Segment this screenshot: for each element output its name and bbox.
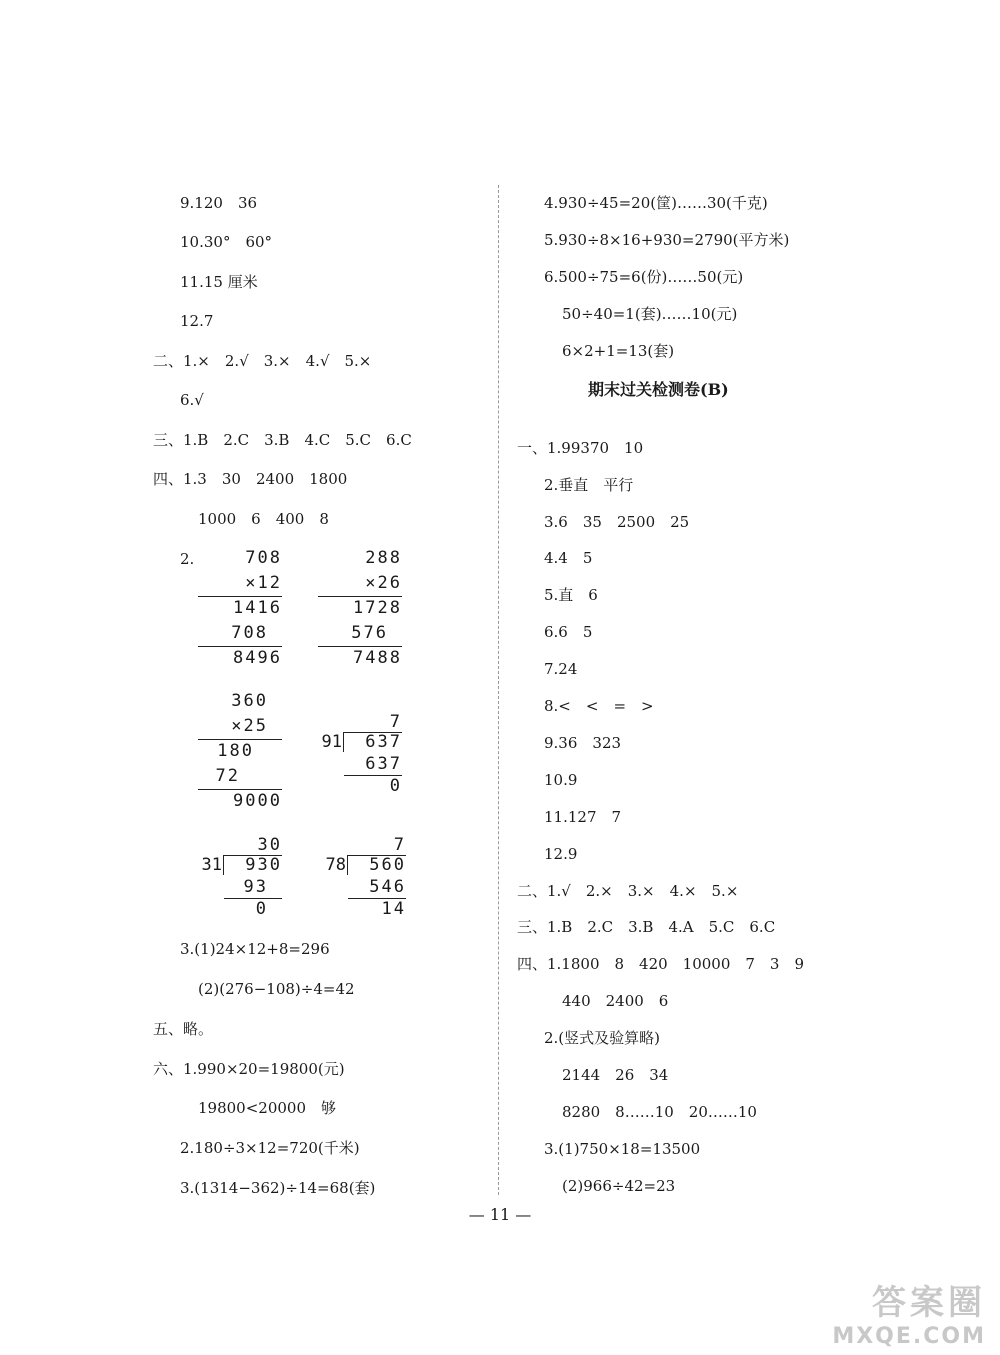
answer-line: 2.(竖式及验算略): [544, 1029, 661, 1047]
division-subtract: 546: [369, 877, 406, 897]
watermark-text: 答案圈: [872, 1283, 986, 1323]
watermark-logo: [832, 1275, 986, 1349]
calc-row: ×25: [231, 716, 268, 736]
section-title: 期末过关检测卷(B): [588, 380, 729, 399]
calc-row: 576: [351, 623, 388, 643]
answer-line: 4.4 5: [544, 549, 593, 567]
division-quotient: 7: [393, 835, 406, 855]
calc-row: 180: [217, 741, 254, 761]
answer-line: 12.7: [180, 312, 214, 330]
answer-line: 8.< < = >: [544, 697, 654, 715]
division-quotient: 7: [389, 712, 402, 732]
division-bracket-side: [347, 855, 348, 875]
division-divisor: 91: [321, 732, 342, 752]
answer-line: 10.30° 60°: [180, 233, 273, 251]
calc-row: ×12: [245, 573, 282, 593]
calc-line: [198, 596, 282, 597]
answer-line: (2)(276−108)÷4=42: [198, 980, 355, 998]
answer-line: 3.(1)24×12+8=296: [180, 940, 330, 958]
answer-line: 2.180÷3×12=720(千米): [180, 1139, 360, 1157]
page-number: — 11 —: [468, 1205, 532, 1224]
answer-line: 12.9: [544, 845, 578, 863]
calc-line: [318, 596, 402, 597]
calc-row: 708: [231, 623, 268, 643]
calc-row: 1728: [353, 598, 402, 618]
answer-line: 6.√: [180, 391, 204, 409]
answer-line: 9.36 323: [544, 734, 622, 752]
answer-line: 一、1.99370 10: [517, 439, 644, 457]
long-division-637: [318, 712, 402, 796]
answer-line: 4.930÷45=20(筐)……30(千克): [544, 194, 768, 212]
long-division-930: [198, 835, 282, 919]
calc-row: 708: [245, 548, 282, 568]
answer-line: 5.930÷8×16+930=2790(平方米): [544, 231, 790, 249]
calc-row: ×26: [365, 573, 402, 593]
answer-line: 三、1.B 2.C 3.B 4.C 5.C 6.C: [153, 431, 412, 449]
answer-line: 2144 26 34: [562, 1066, 669, 1084]
answer-line: (2)966÷42=23: [562, 1177, 676, 1195]
answer-line: 6×2+1=13(套): [562, 342, 675, 360]
answer-line: 二、1.√ 2.× 3.× 4.× 5.×: [517, 882, 739, 900]
answer-line: 四、1.3 30 2400 1800: [153, 470, 348, 488]
answer-line: 六、1.990×20=19800(元): [153, 1060, 345, 1078]
column-divider: [498, 185, 499, 1195]
calc-row: 1416: [233, 598, 282, 618]
division-remainder: 14: [381, 899, 406, 919]
answer-line: 440 2400 6: [562, 992, 669, 1010]
division-remainder: 0: [389, 776, 402, 796]
vertical-multiplication-360: [198, 691, 282, 816]
division-dividend: 930: [245, 855, 282, 875]
answer-line: 3.(1)750×18=13500: [544, 1140, 701, 1158]
calc-line: [318, 646, 402, 647]
division-bracket-side: [343, 732, 344, 752]
calc-row: 72: [215, 766, 240, 786]
watermark-url: MXQE.COM: [832, 1324, 986, 1349]
division-subtract: 93: [243, 877, 268, 897]
calc-row: 288: [365, 548, 402, 568]
calc-line: [198, 739, 282, 740]
calc-line: [198, 646, 282, 647]
division-divisor: 31: [201, 855, 222, 875]
calc-row: 9000: [233, 791, 282, 811]
division-divisor: 78: [325, 855, 346, 875]
answer-line: 5.直 6: [544, 586, 598, 604]
answer-line: 8280 8……10 20……10: [562, 1103, 757, 1121]
answer-line: 3.(1314−362)÷14=68(套): [180, 1179, 376, 1197]
answer-line: 10.9: [544, 771, 578, 789]
answer-line: 2.垂直 平行: [544, 476, 634, 494]
calc-line: [224, 898, 282, 899]
answer-line: 50÷40=1(套)……10(元): [562, 305, 738, 323]
division-subtract: 637: [365, 754, 402, 774]
vertical-multiplication-288: [318, 548, 402, 673]
question-label: 2.: [180, 550, 195, 568]
vertical-multiplication-708: [198, 548, 282, 673]
answer-line: 11.15 厘米: [180, 273, 258, 291]
calc-row: 7488: [353, 648, 402, 668]
answer-line: 三、1.B 2.C 3.B 4.A 5.C 6.C: [517, 918, 776, 936]
answer-line: 四、1.1800 8 420 10000 7 3 9: [517, 955, 805, 973]
calc-row: 360: [231, 691, 268, 711]
calc-row: 8496: [233, 648, 282, 668]
answer-line: 11.127 7: [544, 808, 622, 826]
division-remainder: 0: [255, 899, 268, 919]
answer-line: 1000 6 400 8: [198, 510, 329, 528]
division-dividend: 560: [369, 855, 406, 875]
division-bracket-side: [223, 855, 224, 875]
answer-line: 二、1.× 2.√ 3.× 4.√ 5.×: [153, 352, 372, 370]
answer-line: 9.120 36: [180, 194, 258, 212]
calc-line: [198, 789, 282, 790]
answer-line: 3.6 35 2500 25: [544, 513, 690, 531]
division-quotient: 30: [257, 835, 282, 855]
answer-line: 五、略。: [153, 1020, 214, 1038]
answer-line: 6.6 5: [544, 623, 593, 641]
answer-line: 6.500÷75=6(份)……50(元): [544, 268, 744, 286]
long-division-560: [322, 835, 406, 919]
answer-line: 19800<20000 够: [198, 1099, 337, 1117]
answer-line: 7.24: [544, 660, 578, 678]
division-dividend: 637: [365, 732, 402, 752]
